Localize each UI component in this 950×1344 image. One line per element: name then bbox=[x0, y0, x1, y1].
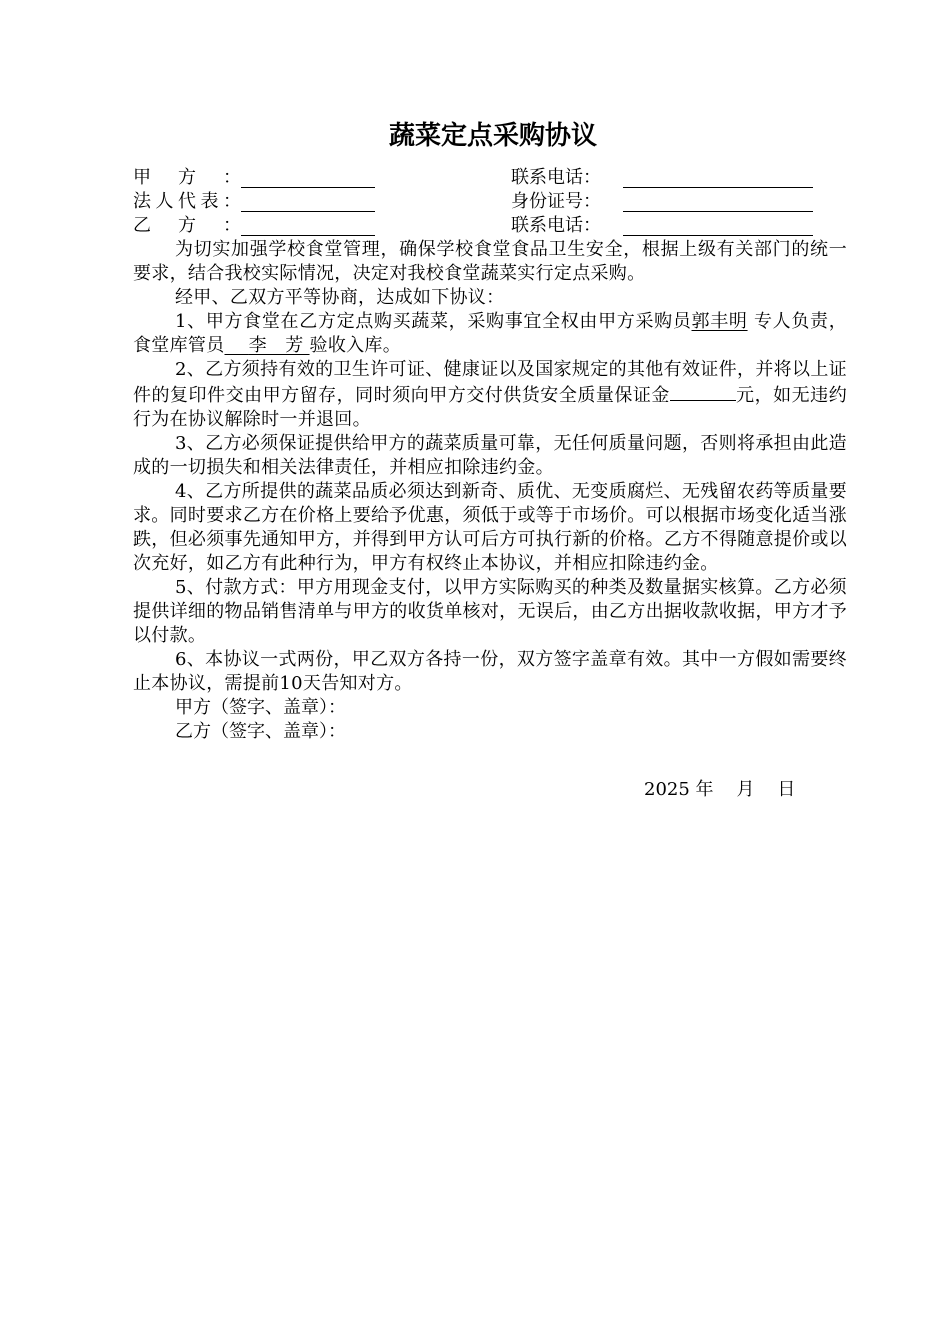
party-a-row bbox=[133, 166, 847, 190]
legal-rep-label: 法人代表： bbox=[133, 191, 241, 212]
deposit-amount-input[interactable] bbox=[670, 382, 736, 401]
agreement-lead: 经甲、乙双方平等协商，达成如下协议： bbox=[175, 287, 505, 308]
party-a-phone-input[interactable] bbox=[623, 167, 813, 188]
keeper-name bbox=[225, 335, 310, 356]
party-a-phone-label: 联系电话： bbox=[511, 167, 601, 188]
clause-1-before: 1、甲方食堂在乙方定点购买蔬菜，采购事宜全权由甲方采购员 bbox=[175, 311, 692, 332]
date-day-label: 日 bbox=[777, 779, 796, 800]
keeper-name-text: 李 芳 bbox=[248, 335, 304, 356]
party-b-input[interactable] bbox=[241, 215, 375, 236]
intro-paragraph: 为切实加强学校食堂管理，确保学校食堂食品卫生安全，根据上级有关部门的统一要求，结合我校实际情况，决定对我校食堂蔬菜实行定点采购。 bbox=[133, 239, 847, 284]
clause-6: 6、本协议一式两份，甲乙双方各持一份，双方签字盖章有效。其中一方假如需要终止本协议，需提前10天告知对方。 bbox=[133, 649, 847, 694]
document-title: 蔬菜定点采购协议 bbox=[388, 121, 597, 151]
date-line bbox=[133, 778, 847, 802]
party-b-field bbox=[133, 214, 511, 238]
clause-2 bbox=[133, 358, 847, 432]
party-a-label: 甲方： bbox=[133, 167, 241, 188]
party-b-phone-label: 联系电话： bbox=[511, 215, 601, 236]
clause-1-middle: 专人负责，食堂库管员 bbox=[133, 311, 847, 356]
clause-1 bbox=[133, 310, 847, 358]
party-b-row bbox=[133, 214, 847, 238]
party-a-phone-field bbox=[511, 166, 813, 190]
party-b-signature-line: 乙方（签字、盖章）： bbox=[175, 721, 346, 742]
party-b-phone-input[interactable] bbox=[623, 215, 813, 236]
date-year: 2025 bbox=[644, 779, 690, 800]
id-number-input[interactable] bbox=[623, 191, 813, 212]
legal-rep-row bbox=[133, 190, 847, 214]
legal-rep-input[interactable] bbox=[241, 191, 375, 212]
id-number-label: 身份证号： bbox=[511, 191, 601, 212]
agreement-document bbox=[133, 118, 847, 802]
date-year-label: 年 bbox=[695, 779, 714, 800]
clause-5: 5、付款方式：甲方用现金支付，以甲方实际购买的种类及数量据实核算。乙方必须提供详细的物品销售清单与甲方的收货单核对，无误后，由乙方出据收款收据，甲方才予以付款。 bbox=[133, 577, 847, 646]
buyer-name: 郭丰明 bbox=[691, 311, 748, 332]
party-b-label: 乙方： bbox=[133, 215, 241, 236]
id-number-field bbox=[511, 190, 813, 214]
clause-2-before: 2、乙方须持有效的卫生许可证、健康证以及国家规定的其他有效证件，并将以上证件的复印件交由甲方留存，同时须向甲方交付供货安全质量保证金 bbox=[133, 359, 847, 406]
party-b-phone-field bbox=[511, 214, 813, 238]
legal-rep-field bbox=[133, 190, 511, 214]
party-a-field bbox=[133, 166, 511, 190]
date-month-label: 月 bbox=[736, 779, 755, 800]
party-a-signature-line: 甲方（签字、盖章）： bbox=[175, 697, 346, 718]
clause-2-after: 元，如无违约行为在协议解除时一并退回。 bbox=[133, 385, 847, 430]
clause-4: 4、乙方所提供的蔬菜品质必须达到新奇、质优、无变质腐烂、无残留农药等质量要求。同时要求乙方在价格上要给予优惠，须低于或等于市场价。可以根据市场变化适当涨跌，但必须事先通知甲方，并得到甲方认可后方可执行新的价格。乙方不得随意提价或以次充好，如乙方有此种行为，甲方有权终止本协议，并相应扣除违约金。 bbox=[133, 481, 847, 574]
party-a-input[interactable] bbox=[241, 167, 375, 188]
clause-1-after: 验收入库。 bbox=[309, 335, 402, 356]
clause-3: 3、乙方必须保证提供给甲方的蔬菜质量可靠，无任何质量问题，否则将承担由此造成的一切损失和相关法律责任，并相应扣除违约金。 bbox=[133, 433, 847, 478]
